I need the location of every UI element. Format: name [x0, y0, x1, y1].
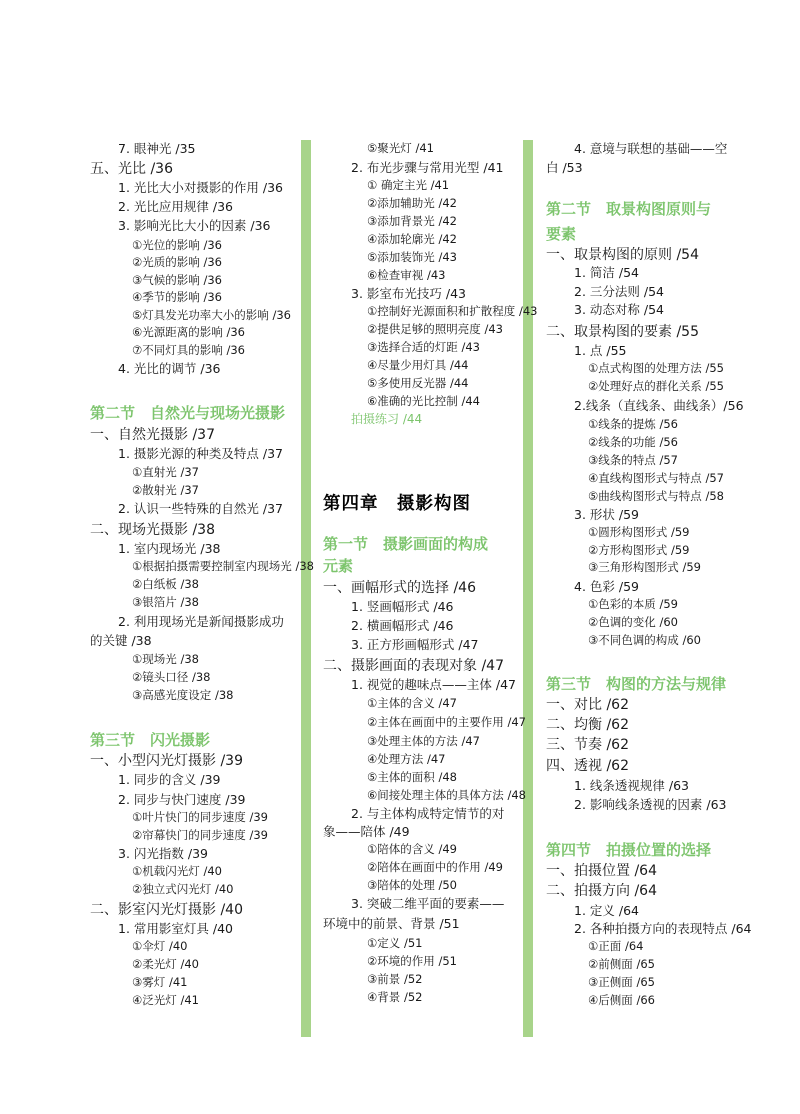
- toc-entry: ①定义 /51: [367, 936, 423, 950]
- toc-entry: ①现场光 /38: [132, 652, 199, 666]
- toc-entry: 一、画幅形式的选择 /46: [323, 580, 476, 596]
- toc-entry: 2. 布光步骤与常用光型 /41: [351, 160, 504, 175]
- toc-entry: ③高感光度设定 /38: [132, 688, 234, 702]
- toc-entry: 2. 各种拍摄方向的表现特点 /64: [574, 921, 752, 936]
- toc-entry: ①根据拍摄需要控制室内现场光 /38: [132, 559, 314, 573]
- toc-entry: 二、影室闪光灯摄影 /40: [90, 902, 243, 918]
- toc-entry: ①机载闪光灯 /40: [132, 864, 222, 878]
- toc-entry: ③三角形构图形式 /59: [588, 560, 701, 574]
- toc-entry: ②光质的影响 /36: [132, 255, 222, 269]
- toc-entry: 3. 闪光指数 /39: [118, 846, 208, 861]
- toc-entry: ③处理主体的方法 /47: [367, 734, 480, 748]
- toc-entry: ④后侧面 /66: [588, 993, 655, 1007]
- toc-entry: 2. 横画幅形式 /46: [351, 618, 454, 633]
- toc-entry: 白 /53: [546, 160, 583, 175]
- toc-entry: 2. 认识一些特殊的自然光 /37: [118, 501, 283, 516]
- toc-entry: 1. 线条透视规律 /63: [574, 778, 689, 793]
- toc-entry: 2. 同步与快门速度 /39: [118, 792, 246, 807]
- toc-entry: ②线条的功能 /56: [588, 435, 678, 449]
- toc-entry: 1. 常用影室灯具 /40: [118, 921, 233, 936]
- toc-entry: ③陪体的处理 /50: [367, 878, 457, 892]
- toc-entry: ⑤灯具发光功率大小的影响 /36: [132, 308, 291, 322]
- toc-entry: ③气候的影响 /36: [132, 273, 222, 287]
- toc-entry: ②帘幕快门的同步速度 /39: [132, 828, 268, 842]
- toc-entry: ②主体在画面中的主要作用 /47: [367, 715, 526, 729]
- toc-entry: ③选择合适的灯距 /43: [367, 340, 480, 354]
- toc-entry: 2. 光比应用规律 /36: [118, 199, 233, 214]
- toc-entry: ②方形构图形式 /59: [588, 543, 690, 557]
- toc-entry: ①控制好光源面积和扩散程度 /43: [367, 304, 538, 318]
- toc-entry: 3. 正方形画幅形式 /47: [351, 637, 479, 652]
- toc-entry: 一、取景构图的原则 /54: [546, 247, 699, 263]
- toc-entry: ⑥光源距离的影响 /36: [132, 325, 245, 339]
- toc-entry: ②散射光 /37: [132, 483, 199, 497]
- toc-entry: 四、透视 /62: [546, 758, 629, 774]
- toc-entry: 二、现场光摄影 /38: [90, 522, 215, 538]
- toc-entry: ① 确定主光 /41: [367, 178, 450, 192]
- toc-entry: 1. 定义 /64: [574, 903, 639, 918]
- toc-entry: ②独立式闪光灯 /40: [132, 882, 234, 896]
- toc-entry: 4. 意境与联想的基础——空: [574, 141, 728, 156]
- toc-entry: ①色彩的本质 /59: [588, 597, 678, 611]
- toc-entry: ①正面 /64: [588, 939, 644, 953]
- toc-entry: ④季节的影响 /36: [132, 290, 222, 304]
- toc-entry: 4. 色彩 /59: [574, 579, 639, 594]
- section-heading: 元素: [323, 557, 354, 575]
- toc-entry: ⑥准确的光比控制 /44: [367, 394, 480, 408]
- section-heading: 第一节 摄影画面的构成: [323, 535, 489, 553]
- toc-entry: 一、拍摄位置 /64: [546, 863, 657, 879]
- toc-entry: ③线条的特点 /57: [588, 453, 678, 467]
- toc-entry: 2. 利用现场光是新闻摄影成功: [118, 614, 284, 629]
- toc-entry: ⑥间接处理主体的具体方法 /48: [367, 788, 526, 802]
- toc-entry: 2. 三分法则 /54: [574, 284, 664, 299]
- toc-entry: 五、光比 /36: [90, 161, 173, 177]
- toc-entry: ②镜头口径 /38: [132, 670, 211, 684]
- toc-entry: ①圆形构图形式 /59: [588, 525, 690, 539]
- toc-entry: ③银箔片 /38: [132, 595, 199, 609]
- toc-entry: ①叶片快门的同步速度 /39: [132, 810, 268, 824]
- toc-entry: 1. 室内现场光 /38: [118, 541, 221, 556]
- toc-entry: 3. 动态对称 /54: [574, 302, 664, 317]
- toc-entry: 的关键 /38: [90, 633, 152, 648]
- column-divider-left: [301, 140, 311, 1037]
- column-divider-right: [523, 140, 533, 1037]
- toc-entry: 环境中的前景、背景 /51: [323, 916, 460, 931]
- toc-entry: ④直线构图形式与特点 /57: [588, 471, 724, 485]
- toc-entry: 1. 简洁 /54: [574, 265, 639, 280]
- toc-entry: 1. 点 /55: [574, 343, 627, 358]
- toc-entry: 一、小型闪光灯摄影 /39: [90, 753, 243, 769]
- toc-entry: ⑥检查审视 /43: [367, 268, 446, 282]
- toc-entry: ②提供足够的照明亮度 /43: [367, 322, 503, 336]
- toc-entry: ①直射光 /37: [132, 465, 199, 479]
- section-heading: 第二节 自然光与现场光摄影: [90, 404, 286, 422]
- toc-entry: ③正侧面 /65: [588, 975, 655, 989]
- section-heading: 第三节 构图的方法与规律: [546, 675, 727, 693]
- toc-entry: 2. 与主体构成特定情节的对: [351, 806, 505, 821]
- toc-entry: ④添加轮廓光 /42: [367, 232, 457, 246]
- toc-entry: ②处理好点的群化关系 /55: [588, 379, 724, 393]
- toc-entry: 一、自然光摄影 /37: [90, 427, 215, 443]
- toc-entry: ①线条的提炼 /56: [588, 417, 678, 431]
- toc-entry: ④背景 /52: [367, 990, 423, 1004]
- toc-entry: 二、拍摄方向 /64: [546, 883, 657, 899]
- toc-entry: ①主体的含义 /47: [367, 696, 457, 710]
- toc-entry: ①点式构图的处理方法 /55: [588, 361, 724, 375]
- section-heading: 第三节 闪光摄影: [90, 731, 211, 749]
- practice-entry: 拍摄练习 /44: [351, 412, 423, 426]
- toc-entry: 3. 突破二维平面的要素——: [351, 896, 505, 911]
- toc-entry: 二、摄影画面的表现对象 /47: [323, 658, 504, 674]
- toc-entry: 3. 影室布光技巧 /43: [351, 286, 466, 301]
- toc-entry: ②添加辅助光 /42: [367, 196, 457, 210]
- toc-entry: 1. 视觉的趣味点——主体 /47: [351, 677, 516, 692]
- toc-entry: ⑤聚光灯 /41: [367, 141, 434, 155]
- toc-entry: ④处理方法 /47: [367, 752, 446, 766]
- toc-entry: 2. 影响线条透视的因素 /63: [574, 797, 727, 812]
- toc-entry: 3. 影响光比大小的因素 /36: [118, 218, 271, 233]
- chapter-heading: 第四章 摄影构图: [323, 494, 471, 514]
- toc-entry: ③前景 /52: [367, 972, 423, 986]
- toc-entry: 4. 光比的调节 /36: [118, 361, 221, 376]
- toc-entry: ④泛光灯 /41: [132, 993, 199, 1007]
- toc-entry: 1. 竖画幅形式 /46: [351, 599, 454, 614]
- section-heading: 第二节 取景构图原则与: [546, 200, 712, 218]
- section-heading: 第四节 拍摄位置的选择: [546, 841, 712, 859]
- toc-entry: ②前侧面 /65: [588, 957, 655, 971]
- toc-entry: ①陪体的含义 /49: [367, 842, 457, 856]
- toc-entry: ②陪体在画面中的作用 /49: [367, 860, 503, 874]
- toc-entry: 二、取景构图的要素 /55: [546, 324, 699, 340]
- toc-entry: 1. 摄影光源的种类及特点 /37: [118, 446, 283, 461]
- toc-entry: ⑤主体的面积 /48: [367, 770, 457, 784]
- toc-entry: ③不同色调的构成 /60: [588, 633, 701, 647]
- toc-entry: ②白纸板 /38: [132, 577, 199, 591]
- toc-entry: ②色调的变化 /60: [588, 615, 678, 629]
- toc-entry: 象——陪体 /49: [323, 824, 410, 839]
- toc-entry: ③添加背景光 /42: [367, 214, 457, 228]
- toc-entry: 1. 光比大小对摄影的作用 /36: [118, 180, 283, 195]
- toc-entry: ⑤多使用反光器 /44: [367, 376, 469, 390]
- toc-entry: ③雾灯 /41: [132, 975, 188, 989]
- toc-entry: 1. 同步的含义 /39: [118, 772, 221, 787]
- section-heading: 要素: [546, 225, 577, 243]
- toc-entry: ⑦不同灯具的影响 /36: [132, 343, 245, 357]
- toc-entry: ①光位的影响 /36: [132, 238, 222, 252]
- toc-entry: ⑤添加装饰光 /43: [367, 250, 457, 264]
- toc-entry: 2.线条（直线条、曲线条）/56: [574, 398, 744, 413]
- toc-entry: 7. 眼神光 /35: [118, 141, 196, 156]
- toc-entry: ④尽量少用灯具 /44: [367, 358, 469, 372]
- toc-entry: ②柔光灯 /40: [132, 957, 199, 971]
- toc-entry: ①伞灯 /40: [132, 939, 188, 953]
- toc-entry: ②环境的作用 /51: [367, 954, 457, 968]
- toc-entry: 一、对比 /62: [546, 697, 629, 713]
- toc-entry: ⑤曲线构图形式与特点 /58: [588, 489, 724, 503]
- toc-entry: 3. 形状 /59: [574, 507, 639, 522]
- toc-entry: 三、节奏 /62: [546, 737, 629, 753]
- toc-entry: 二、均衡 /62: [546, 717, 629, 733]
